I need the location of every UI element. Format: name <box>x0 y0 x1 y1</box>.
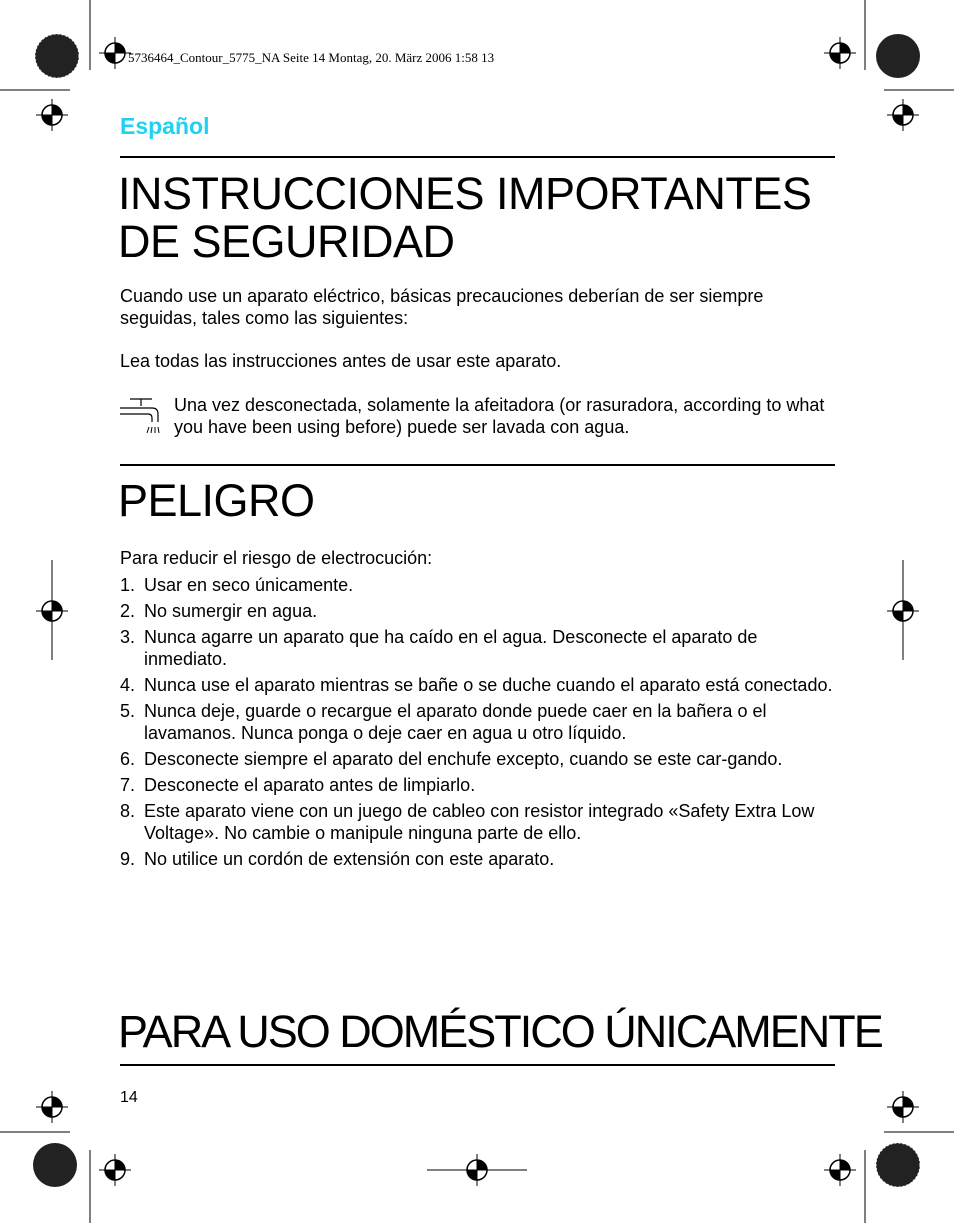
read-all-instructions: Lea todas las instrucciones antes de usar este aparato. <box>120 351 562 371</box>
list-item-number: 8. <box>120 801 136 821</box>
danger-title: PELIGRO <box>118 475 315 526</box>
list-item-number: 3. <box>120 627 136 647</box>
divider-middle <box>120 464 835 466</box>
starburst-mark-bottom-left <box>33 1143 77 1187</box>
divider-bottom <box>120 1064 835 1066</box>
list-item-text: Este aparato viene con un juego de cableo con resistor integrado «Safety Extra Low Voltage». No cambie o manipule ninguna parte de ello. <box>144 801 815 843</box>
list-item-number: 6. <box>120 749 136 769</box>
list-item-text: No utilice un cordón de extensión con este aparato. <box>144 849 555 869</box>
safety-title-line2: DE SEGURIDAD <box>118 216 455 267</box>
safety-title-line1: INSTRUCCIONES IMPORTANTES <box>118 168 812 219</box>
list-item-text: Nunca agarre un aparato que ha caído en el agua. Desconecte el aparato de inmediato. <box>144 627 758 669</box>
list-item-text: Usar en seco únicamente. <box>144 575 354 595</box>
list-item <box>120 626 840 670</box>
page-number: 14 <box>120 1089 138 1106</box>
list-item-number: 7. <box>120 775 136 795</box>
list-item <box>120 848 840 870</box>
list-item <box>120 748 840 770</box>
list-item-number: 2. <box>120 601 136 621</box>
safety-intro: Cuando use un aparato eléctrico, básicas precauciones deberían de ser siempre seguidas, tales como las siguientes: <box>120 286 764 328</box>
list-item <box>120 800 840 844</box>
divider-top <box>120 156 835 158</box>
list-item-text: Nunca use el aparato mientras se bañe o se duche cuando el aparato está conectado. <box>144 675 833 695</box>
list-item-text: No sumergir en agua. <box>144 601 318 621</box>
list-item-number: 4. <box>120 675 136 695</box>
language-label: Español <box>120 113 210 139</box>
danger-intro: Para reducir el riesgo de electrocución: <box>120 548 433 568</box>
danger-list <box>120 574 840 874</box>
list-item <box>120 674 840 696</box>
list-item-number: 9. <box>120 849 136 869</box>
list-item <box>120 700 840 744</box>
starburst-mark-top-right <box>876 34 920 78</box>
list-item <box>120 574 840 596</box>
list-item-text: Nunca deje, guarde o recargue el aparato donde puede caer en la bañera o el lavamanos. Nunca ponga o deje caer en agua u otro líquido. <box>144 701 767 743</box>
list-item-number: 5. <box>120 701 136 721</box>
list-item <box>120 774 840 796</box>
domestic-use-title: PARA USO DOMÉSTICO ÚNICAMENTE <box>118 1006 882 1057</box>
starburst-mark-bottom-right <box>876 1143 920 1187</box>
list-item-text: Desconecte el aparato antes de limpiarlo. <box>144 775 476 795</box>
starburst-mark-top-left <box>35 34 79 78</box>
faucet-icon <box>118 396 162 436</box>
print-slug: 5736464_Contour_5775_NA Seite 14 Montag, 20. März 2006 1:58 13 <box>128 50 495 65</box>
list-item <box>120 600 840 622</box>
list-item-text: Desconecte siempre el aparato del enchufe excepto, cuando se este car-gando. <box>144 749 783 769</box>
list-item-number: 1. <box>120 575 136 595</box>
safety-title <box>118 170 811 266</box>
water-note: Una vez desconectada, solamente la afeitadora (or rasuradora, according to what you have been using before) puede ser lavada con agua. <box>174 395 825 437</box>
